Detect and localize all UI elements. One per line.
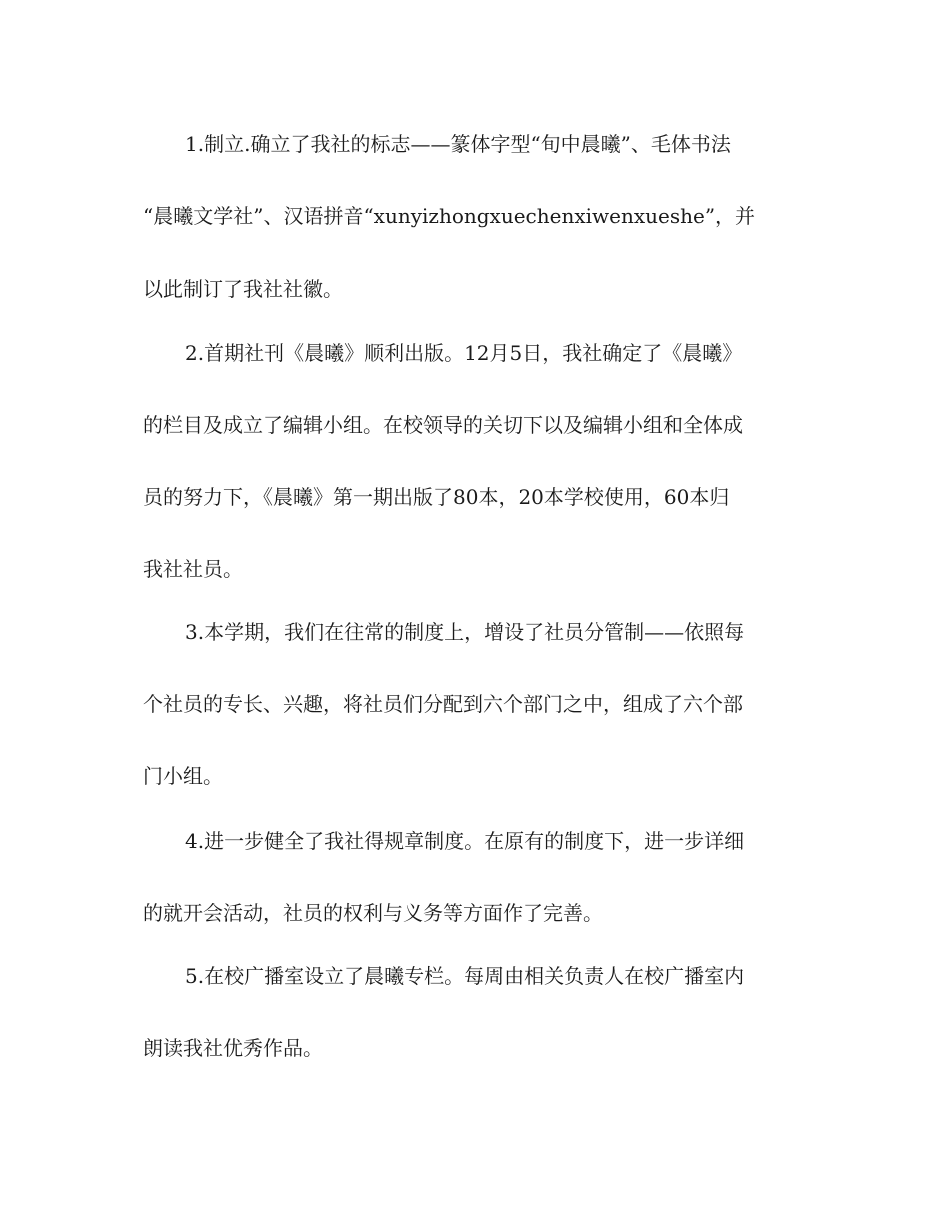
paragraph-2-line-2: 的栏目及成立了编辑小组。在校领导的关切下以及编辑小组和全体成 xyxy=(143,413,743,437)
paragraph-1-line-2: “晨曦文学社”、汉语拼音“xunyizhongxuechenxiwenxueshe”，并 xyxy=(143,204,756,228)
paragraph-2-line-4: 我社社员。 xyxy=(143,557,243,581)
paragraph-4-line-2: 的就开会活动，社员的权利与义务等方面作了完善。 xyxy=(143,901,603,925)
paragraph-2-line-3: 员的努力下，《晨曦》第一期出版了80本，20本学校使用，60本归 xyxy=(143,485,730,509)
paragraph-1-line-1: 1.制立.确立了我社的标志——篆体字型“旬中晨曦”、毛体书法 xyxy=(185,132,731,156)
paragraph-2-line-1: 2.首期社刊《晨曦》顺利出版。12月5日，我社确定了《晨曦》 xyxy=(185,341,743,365)
paragraph-5-line-2: 朗读我社优秀作品。 xyxy=(143,1036,323,1060)
paragraph-3-line-1: 3.本学期，我们在往常的制度上，增设了社员分管制——依照每 xyxy=(185,620,745,644)
paragraph-1-line-3: 以此制订了我社社徽。 xyxy=(143,277,343,301)
paragraph-3-line-3: 门小组。 xyxy=(143,764,223,788)
paragraph-5-line-1: 5.在校广播室设立了晨曦专栏。每周由相关负责人在校广播室内 xyxy=(185,964,745,988)
paragraph-3-line-2: 个社员的专长、兴趣，将社员们分配到六个部门之中，组成了六个部 xyxy=(143,692,743,716)
paragraph-4-line-1: 4.进一步健全了我社得规章制度。在原有的制度下，进一步详细 xyxy=(185,829,745,853)
